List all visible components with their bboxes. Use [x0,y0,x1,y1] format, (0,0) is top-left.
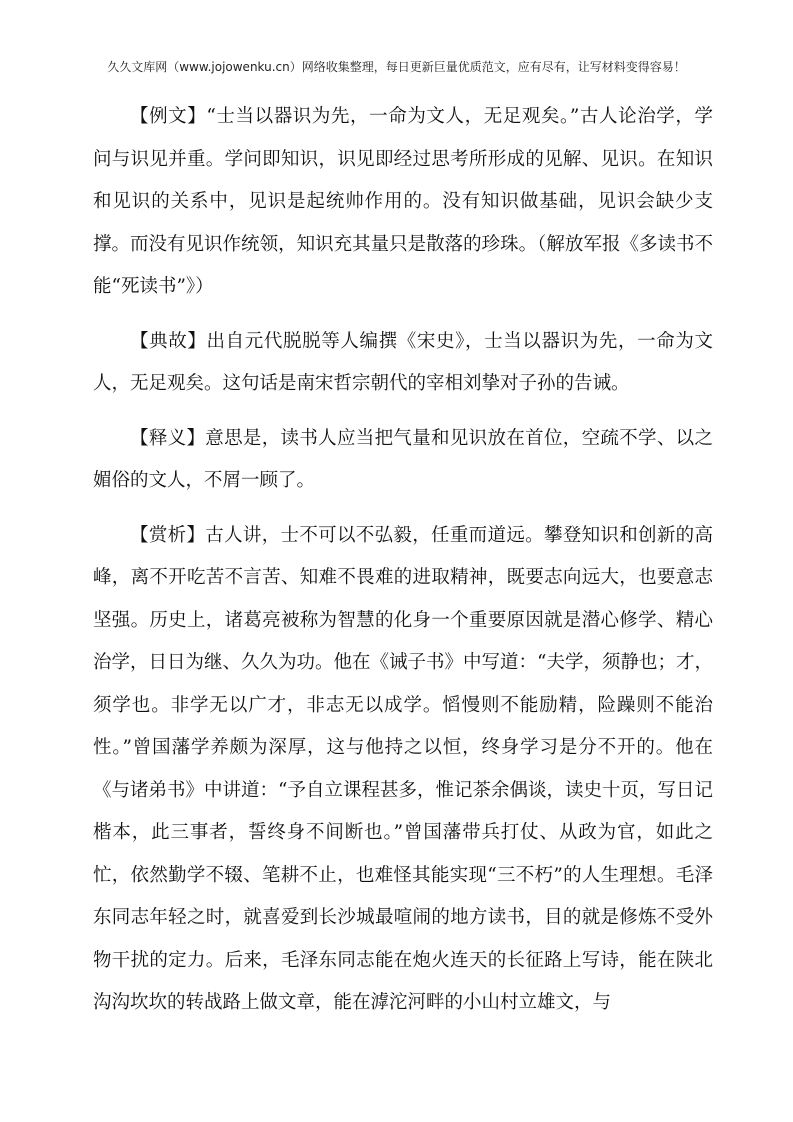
section-tag-meaning: 【释义】 [130,427,206,449]
section-tag-example: 【例文】 [130,106,207,127]
paragraph-text: 古人讲，士不可以不弘毅，任重而道远。攀登知识和创新的高峰，离不开吃苦不言苦、知难不畏难的进取精神，既要志向远大，也要意志坚强。历史上，诸葛亮被称为智慧的化身一个重要原因就是潜心修学、精心治学，日日为继、久久为功。他在《诫子书》中写道：“夫学，须静也；才，须学也。非学无以广才，非志无以成学。慆慢则不能励精，险躁则不能治性。”曾国藩学养颇为深厚，这与他持之以恒，终身学习是分不开的。他在《与诸弟书》中讲道：“予自立课程甚多，惟记茶余偶谈，读史十页，写日记楷本，此三事者，誓终身不间断也。”曾国藩带兵打仗、从政为官，如此之忙，依然勤学不辍、笔耕不止，也难怪其能实现“三不朽”的人生理想。毛泽东同志年轻之时，就喜爱到长沙城最喧闹的地方读书，目的就是修炼不受外物干扰的定力。后来，毛泽东同志能在炮火连天的长征路上写诗，能在陕北沟沟坎坎的转战路上做文章，能在滹沱河畔的小山村立雄文，与 [93,524,713,1013]
section-tag-allusion: 【典故】 [130,330,207,352]
paragraph-example [93,96,713,309]
page-header: 久久文库网（www.jojowenku.cn）网络收集整理，每日更新巨量优质范文，应有尽有，让写材料变得容易！ [107,60,686,74]
section-tag-appreciation: 【赏析】 [130,524,206,546]
paragraph-allusion [93,321,713,406]
document-body [93,96,713,1037]
paragraph-meaning [93,418,713,503]
paragraph-text: “士当以器识为先，一命为文人，无足观矣。”古人论治学，学问与识见并重。学问即知识，识见即经过思考所形成的见解、见识。在知识和见识的关系中，见识是起统帅作用的。没有知识做基础，见识会缺少支撑。而没有见识作统领，知识充其量只是散落的珍珠。（解放军报《多读书不能“死读书”》） [93,106,713,297]
paragraph-text: 意思是，读书人应当把气量和见识放在首位，空疏不学、以之媚俗的文人，不屑一顾了。 [93,427,713,491]
paragraph-appreciation [93,515,713,1025]
paragraph-text: 出自元代脱脱等人编撰《宋史》，士当以器识为先，一命为文人，无足观矣。这句话是南宋哲宗朝代的宰相刘挚对子孙的告诫。 [93,330,713,394]
